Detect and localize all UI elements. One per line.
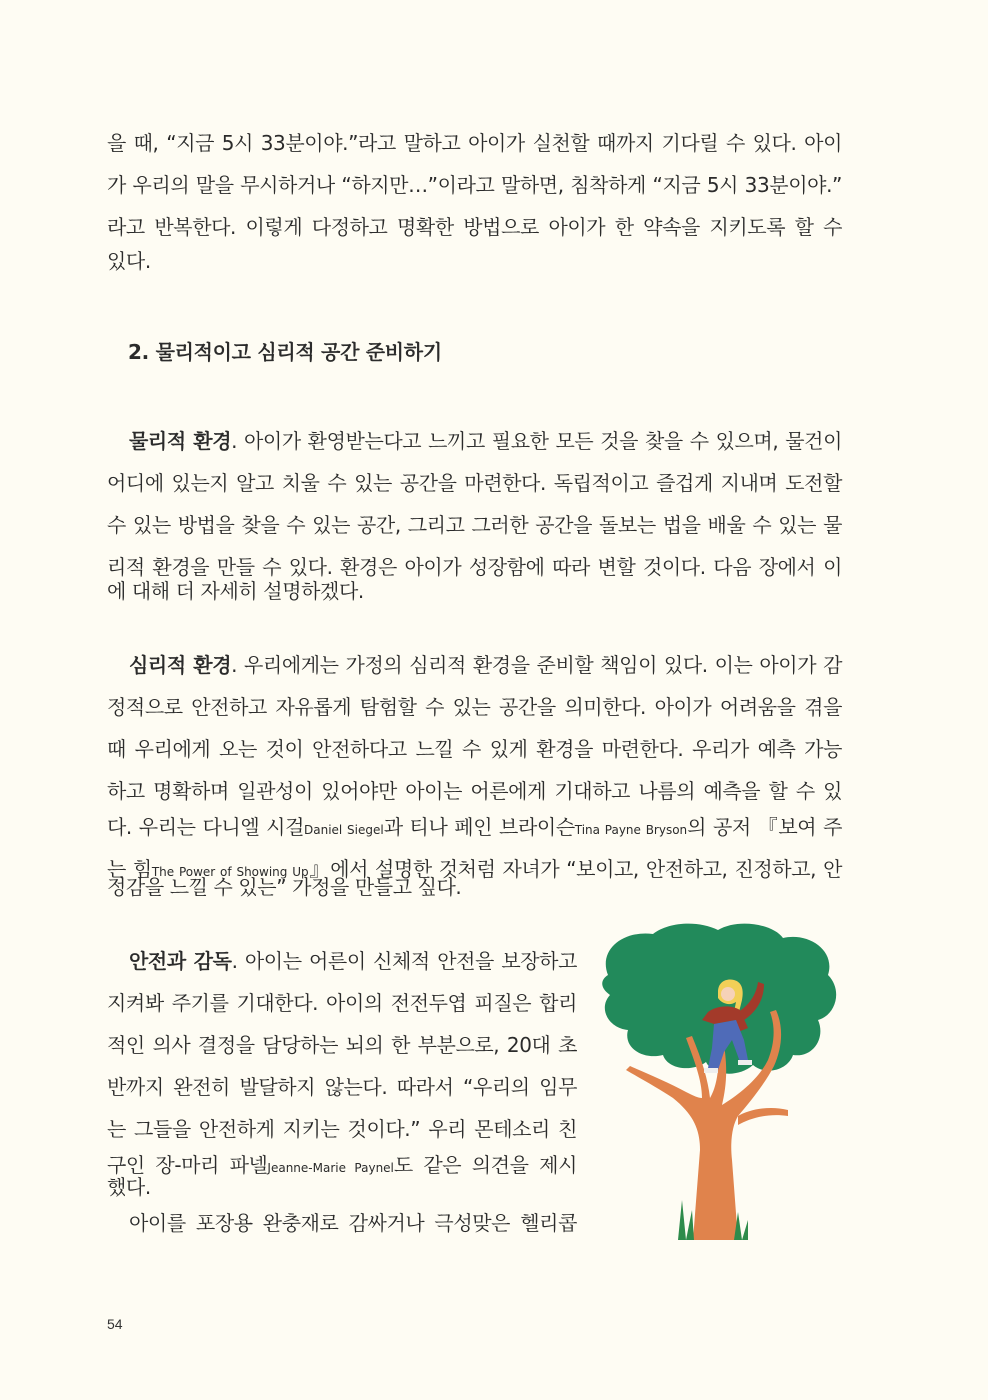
paragraph-1-line-2: 가 우리의 말을 무시하거나 “하지만…”이라고 말하면, 침착하게 “지금 5시 33분이야.” [107,173,842,197]
psychological-line-7: 정감을 느낄 수 있는” 가정을 만들고 싶다. [107,875,462,899]
paragraph-1-line-4: 있다. [107,249,151,273]
psychological-line-6-a: 는 힘 [107,857,152,881]
page-number: 54 [107,1316,123,1332]
psychological-line-5-a: 다. 우리는 다니엘 시걸 [107,815,304,839]
author-name-bryson: Tina Payne Bryson [574,823,688,837]
author-name-paynel: Jeanne-Marie Paynel [267,1161,394,1175]
safety-line-1-text: . 아이는 어른이 신체적 안전을 보장하고 [231,949,577,973]
paragraph-1-line-1: 을 때, “지금 5시 33분이야.”라고 말하고 아이가 실천할 때까지 기다릴 수 있다. 아이 [107,131,842,155]
psychological-term: 심리적 환경 [129,653,232,677]
safety-line-3: 적인 의사 결정을 담당하는 뇌의 한 부분으로, 20대 초 [107,1033,577,1057]
psychological-line-1 [107,644,842,686]
safety-term: 안전과 감독 [129,949,232,973]
safety-line-6-b: 도 같은 의견을 제시 [393,1153,577,1177]
physical-term: 물리적 환경 [129,429,232,453]
physical-line-1 [107,420,842,462]
physical-line-2: 어디에 있는지 알고 치울 수 있는 공간을 마련한다. 독립적이고 즐겁게 지내며 도전할 [107,471,842,495]
physical-line-5: 에 대해 더 자세히 설명하겠다. [107,579,364,603]
safety-line-7: 했다. [107,1175,151,1199]
psychological-line-4: 하고 명확하며 일관성이 있어야만 아이는 어른에게 기대하고 나름의 예측을 할 수 있 [107,779,842,803]
psychological-line-1-text: . 우리에게는 가정의 심리적 환경을 준비할 책임이 있다. 이는 아이가 감 [231,653,842,677]
paragraph-1-line-3: 라고 반복한다. 이렇게 다정하고 명확한 방법으로 아이가 한 약속을 지키도록 할 수 [107,215,842,239]
psychological-line-5 [107,806,842,851]
section-heading: 2. 물리적이고 심리적 공간 준비하기 [128,340,442,364]
safety-line-5: 는 그들을 안전하게 지키는 것이다.” 우리 몬테소리 친 [107,1117,577,1141]
physical-line-4: 리적 환경을 만들 수 있다. 환경은 아이가 성장함에 따라 변할 것이다. 다음 장에서 이 [107,555,842,579]
safety-line-4: 반까지 완전히 발달하지 않는다. 따라서 “우리의 임무 [107,1075,577,1099]
tree-child-illustration [598,920,838,1240]
psychological-line-5-b: 과 티나 페인 브라이슨 [383,815,575,839]
psychological-line-3: 때 우리에게 오는 것이 안전하다고 느낄 수 있게 환경을 마련한다. 우리가 예측 가능 [107,737,842,761]
physical-line-3: 수 있는 방법을 찾을 수 있는 공간, 그리고 그러한 공간을 돌보는 법을 배울 수 있는 물 [107,513,842,537]
author-name-siegel: Daniel Siegel [304,823,384,837]
book-title-original: The Power of Showing Up [151,865,309,879]
physical-line-1-text: . 아이가 환영받는다고 느끼고 필요한 모든 것을 찾을 수 있으며, 물건이 [231,429,842,453]
psychological-line-6-b: 』에서 설명한 것처럼 자녀가 “보이고, 안전하고, 진정하고, 안 [308,857,842,881]
safety-line-1 [107,940,577,982]
safety-line-2: 지켜봐 주기를 기대한다. 아이의 전전두엽 피질은 합리 [107,991,577,1015]
psychological-line-5-c: 의 공저 『보여 주 [687,815,843,839]
psychological-line-2: 정적으로 안전하고 자유롭게 탐험할 수 있는 공간을 의미한다. 아이가 어려움을 겪을 [107,695,842,719]
safety-line-8: 아이를 포장용 완충재로 감싸거나 극성맞은 헬리콥 [129,1211,577,1235]
safety-line-6-a: 구인 장-마리 파넬 [107,1153,268,1177]
